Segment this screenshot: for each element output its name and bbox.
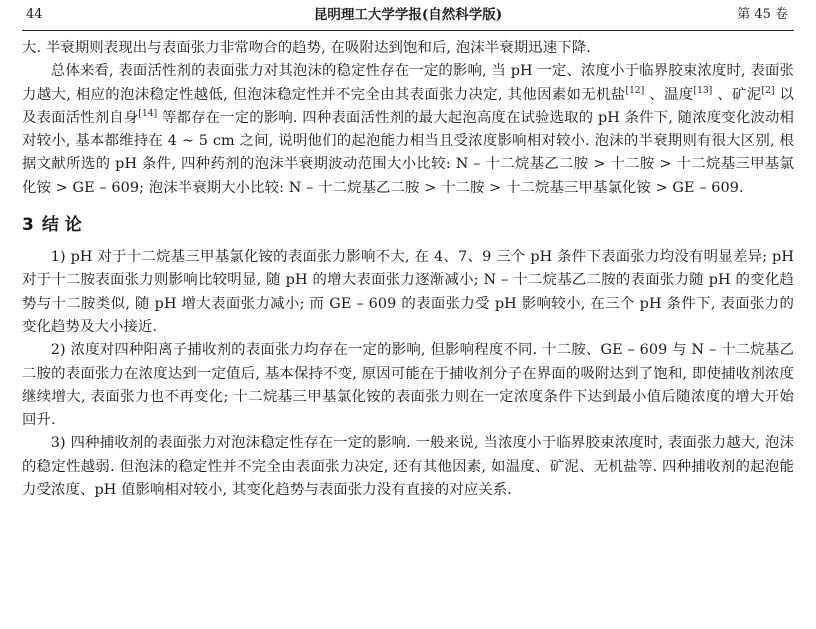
paragraph-text: 、矿泥 bbox=[712, 86, 762, 103]
journal-title: 昆明理工大学学报(自然科学版) bbox=[313, 7, 503, 23]
section-heading bbox=[22, 212, 794, 238]
conclusion-item-3: 3) 四种捕收剂的表面张力对泡沫稳定性存在一定的影响. 一般来说, 当浓度小于临界胶束浓度时, 表面张力越大, 泡沫的稳定性越弱. 但泡沫的稳定性并不完全由表面张力决定, 还有其他因素, 如温度、矿泥、无机盐等. 四种捕收剂的起泡能力受浓度、pH 值影响相对较小, 其变化趋势与表面张力没有直接的对应关系. bbox=[22, 435, 794, 499]
section-title: 结 论 bbox=[41, 215, 82, 236]
page-number: 44 bbox=[26, 7, 43, 22]
paragraph-text: 大. 半衰期则表现出与表面张力非常吻合的趋势, 在吸附达到饱和后, 泡沫半衰期迅速下降. bbox=[22, 40, 591, 56]
article-body bbox=[22, 31, 794, 502]
body-paragraph bbox=[22, 37, 794, 60]
citation-ref[interactable]: [12] bbox=[625, 85, 645, 96]
volume-label: 第 45 卷 bbox=[737, 7, 788, 22]
conclusion-item-2: 2) 浓度对四种阳离子捕收剂的表面张力均存在一定的影响, 但影响程度不同. 十二胺、GE – 609 与 N – 十二烷基乙二胺的表面张力在浓度达到一定值后, 基本保持不变, 原因可能在于捕收剂分子在界面的吸附达到了饱和, 即使捕收剂浓度继续增大, 表面张力也不再变化; 十二烷基三甲基氯化铵的表面张力则在一定浓度条件下达到最小值后随浓度的增大开始回升. bbox=[22, 342, 794, 429]
paragraph-text: 、温度 bbox=[644, 86, 694, 103]
citation-ref[interactable]: [13] bbox=[693, 85, 713, 96]
citation-ref[interactable]: [2] bbox=[761, 85, 775, 96]
paragraph-text: 以及表面活性剂自身 bbox=[22, 86, 795, 126]
running-header bbox=[22, 0, 794, 31]
citation-ref[interactable]: [14] bbox=[138, 108, 158, 119]
paragraph-text: 等都存在一定的影响. 四种表面活性剂的最大起泡高度在试验选取的 pH 条件下, 随浓度变化波动相对较小, 基本都维持在 4 ~ 5 cm 之间, 说明他们的起泡能力相当且受浓度影响相对较小. 泡沫的半衰期则有很大区别, 根据文献所选的 pH 条件, 四种药剂的泡沫半衰期波动范围大小比较: N – 十二烷基乙二胺 > 十二胺 > 十二烷基三甲基氯化铵 > GE – 609; 泡沫半衰期大小比较: N – 十二烷基乙二胺 > 十二胺 > 十二烷基三甲基氯化铵 > GE – 609. bbox=[22, 109, 794, 196]
body-paragraph bbox=[22, 60, 794, 200]
paragraph-text: 总体来看, 表面活性剂的表面张力对其泡沫的稳定性存在一定的影响, 当 pH 一定、浓度小于临界胶束浓度时, 表面张力越大, 相应的泡沫稳定性越低, 但泡沫稳定性并不完全由其表面张力决定, 其他因素如无机盐 bbox=[22, 63, 794, 103]
conclusion-item-1: 1) pH 对于十二烷基三甲基氯化铵的表面张力影响不大, 在 4、7、9 三个 pH 条件下表面张力均没有明显差异; pH 对于十二胺表面张力则影响比较明显, 随 pH 的增大表面张力逐渐减小; N – 十二烷基乙二胺的表面张力随 pH 的变化趋势与十二胺类似, 随 pH 增大表面张力减小; 而 GE – 609 的表面张力受 pH 影响较小, 在三个 pH 条件下, 表面张力的变化趋势及大小接近. bbox=[22, 249, 794, 335]
conclusion-list bbox=[22, 246, 794, 502]
discussion-paragraphs bbox=[22, 37, 794, 200]
section-number: 3 bbox=[22, 215, 34, 236]
